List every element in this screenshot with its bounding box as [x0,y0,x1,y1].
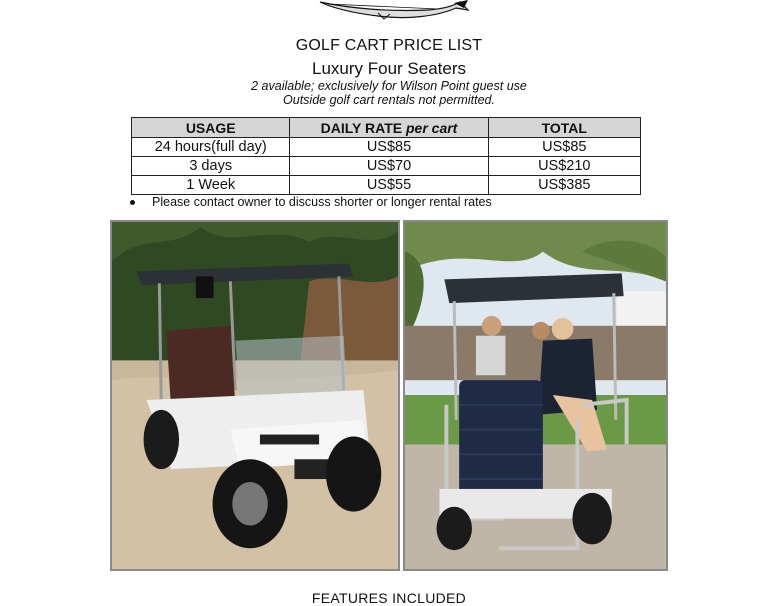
golf-cart-front-image [112,222,398,569]
features-heading: FEATURES INCLUDED [311,590,467,606]
bullet-icon [130,200,135,205]
price-table [131,117,641,195]
golf-cart-photo-front [110,220,400,571]
restriction-note: Outside golf cart rentals not permitted. [283,93,495,107]
daily-rate-label: DAILY RATE [320,119,403,136]
total-cell: US$85 [488,138,640,157]
golf-cart-photo-rear [403,220,668,571]
column-header-daily-rate [290,118,488,138]
rate-cell: US$85 [290,138,488,157]
contact-note-text: Please contact owner to discuss shorter or longer rental rates [152,195,492,209]
rate-cell: US$55 [290,176,488,195]
table-row [132,176,641,195]
page-title: GOLF CART PRICE LIST [295,37,483,54]
table-row [132,157,641,176]
total-cell: US$385 [488,176,640,195]
golf-cart-rear-image [405,222,666,569]
daily-rate-suffix: per cart [405,119,458,136]
table-header-row [132,118,641,138]
column-header-usage: USAGE [132,118,290,138]
availability-note: 2 available; exclusively for Wilson Point guest use [251,79,527,93]
usage-cell: 3 days [132,157,290,176]
total-cell: US$210 [488,157,640,176]
usage-cell: 1 Week [132,176,290,195]
contact-note [130,195,492,209]
page-subtitle: Luxury Four Seaters [311,59,466,78]
table-row [132,138,641,157]
column-header-total: TOTAL [488,118,640,138]
fish-logo-icon [318,0,470,20]
rate-cell: US$70 [290,157,488,176]
usage-cell: 24 hours(full day) [132,138,290,157]
